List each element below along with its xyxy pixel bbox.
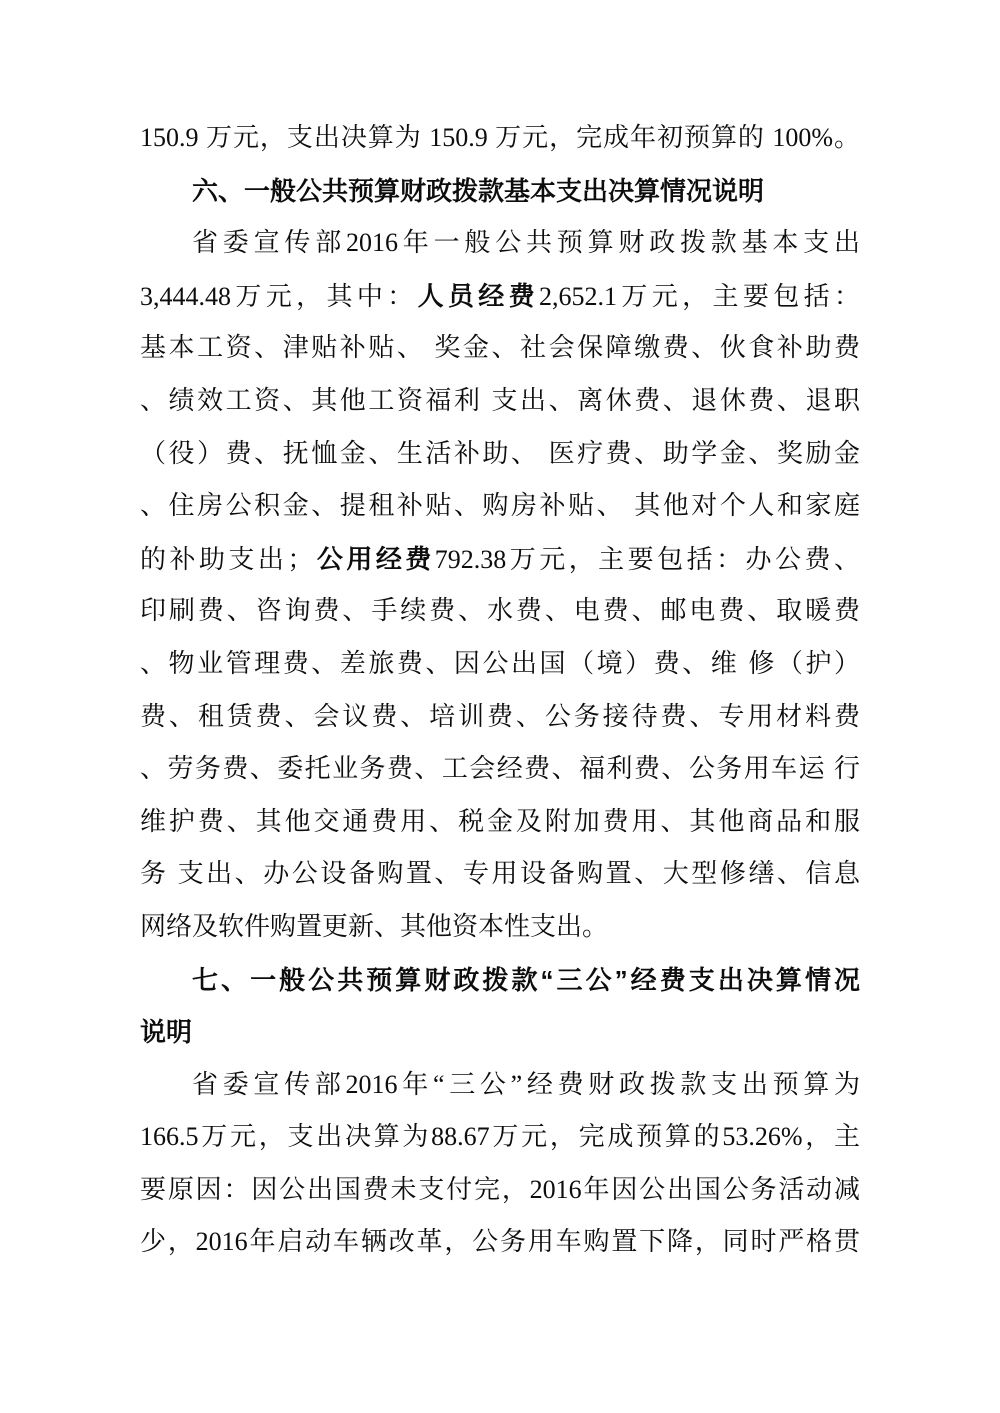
text-line	[140, 480, 860, 533]
text-line	[140, 1164, 860, 1217]
text-line	[140, 1059, 860, 1112]
text-line	[140, 428, 860, 481]
text-segment: 印刷费、咨询费、手续费、水费、电费、邮电费、取暖费	[140, 596, 860, 626]
text-segment: 基本工资、津贴补贴、 奖金、社会保障缴费、伙食补助费	[140, 333, 860, 363]
text-line	[140, 796, 860, 849]
text-line	[140, 848, 860, 901]
text-line	[140, 533, 860, 586]
text-segment: 维护费、其他交通费用、税金及附加费用、其他商品和服	[140, 806, 860, 836]
text-segment: 要原因：因公出国费未支付完，2016年因公出国公务活动减	[140, 1174, 860, 1204]
text-segment: 网络及软件购置更新、其他资本性支出。	[140, 911, 609, 941]
text-line	[140, 743, 860, 796]
section-heading-7-continued	[140, 1006, 860, 1059]
text-segment: 166.5万元，支出决算为88.67万元，完成预算的53.26%，主	[140, 1122, 860, 1152]
text-segment: 2,652.1万元，主要包括：	[539, 281, 860, 311]
text-segment: 3,444.48万元，其中：	[140, 281, 418, 311]
emphasis-text: 人员经费	[417, 280, 540, 311]
text-segment: 费、租赁费、会议费、培训费、公务接待费、专用材料费	[140, 701, 860, 731]
text-segment: 务 支出、办公设备购置、专用设备购置、大型修缮、信息	[140, 859, 860, 889]
text-line	[140, 901, 860, 954]
text-line	[140, 217, 860, 270]
section-heading-6	[140, 165, 860, 218]
text-segment: 、物业管理费、差旅费、因公出国（境）费、维 修（护）	[140, 648, 860, 678]
text-line	[140, 585, 860, 638]
text-line	[140, 691, 860, 744]
text-line	[140, 638, 860, 691]
section-heading-7	[140, 954, 860, 1007]
text-line	[140, 322, 860, 375]
text-segment: 、绩效工资、其他工资福利 支出、离休费、退休费、退职	[140, 385, 860, 415]
emphasis-text: 公用经费	[313, 543, 435, 574]
emphasis-text: 说明	[140, 1017, 193, 1048]
text-line	[140, 1111, 860, 1164]
emphasis-text: 七、一般公共预算财政拨款“三公”经费支出决算情况	[192, 964, 860, 995]
text-line	[140, 375, 860, 428]
text-segment: 792.38万元，主要包括：办公费、	[434, 544, 860, 574]
text-segment: 、劳务费、委托业务费、工会经费、福利费、公务用车运 行	[140, 754, 860, 784]
text-line	[140, 1216, 860, 1269]
text-line	[140, 270, 860, 323]
text-segment: 的补助支出；	[140, 544, 314, 574]
text-segment: 省委宣传部2016年一般公共预算财政拨款基本支出	[192, 228, 860, 258]
paragraph-continuation	[140, 112, 860, 165]
document-body	[140, 112, 860, 1269]
text-segment: （役）费、抚恤金、生活补助、 医疗费、助学金、奖励金	[140, 438, 860, 468]
text-segment: 150.9 万元，支出决算为 150.9 万元，完成年初预算的 100%。	[140, 123, 860, 152]
emphasis-text: 六、一般公共预算财政拨款基本支出决算情况说明	[192, 175, 765, 206]
text-segment: 省委宣传部2016年“三公”经费财政拨款支出预算为	[192, 1069, 860, 1099]
text-segment: 少，2016年启动车辆改革，公务用车购置下降，同时严格贯	[140, 1227, 860, 1257]
text-segment: 、住房公积金、提租补贴、购房补贴、 其他对个人和家庭	[140, 491, 860, 521]
